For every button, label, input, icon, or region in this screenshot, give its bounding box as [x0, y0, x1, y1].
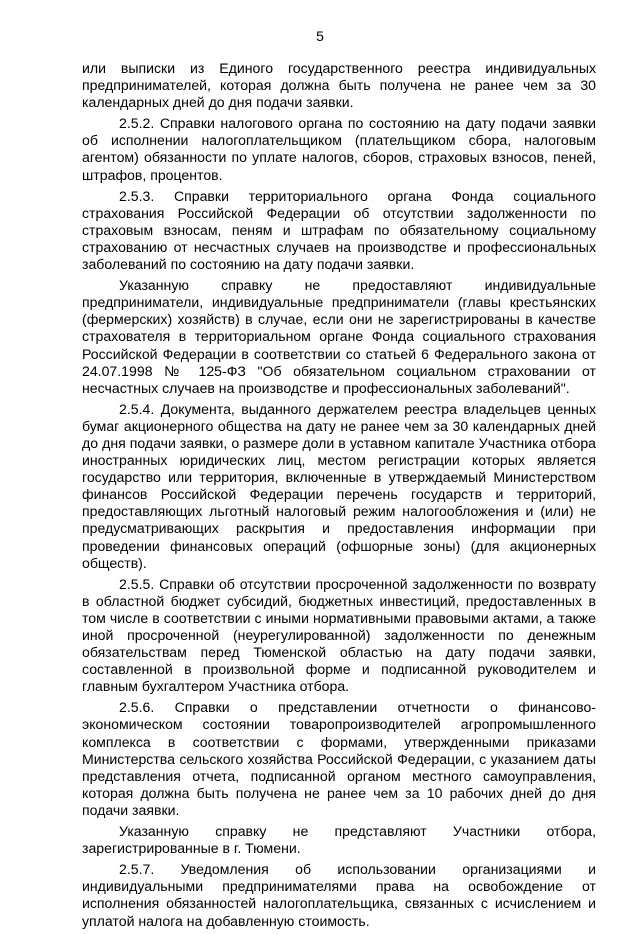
paragraph-extract-continuation: или выписки из Единого государственного реестра индивидуальных предпринимателей, которая должна быть получена не ранее чем за 30 календарных дней до дня подачи заявки.: [82, 60, 596, 111]
paragraph-2-5-7: 2.5.7. Уведомления об использовании организациями и индивидуальными предпринимателями права на освобождение от исполнения обязанностей налогоплательщика, связанных с исчислением и уплатой налога на добавленную стоимость.: [82, 861, 596, 929]
page-number: 5: [316, 28, 324, 44]
paragraph-2-5-3: 2.5.3. Справки территориального органа Фонда социального страхования Российской Федерации об отсутствии задолженности по страховым взносам, пеням и штрафам по обязательному социальному страхованию от несчастных случаев на производстве и профессиональных заболеваний по состоянию на дату подачи заявки.: [82, 187, 596, 273]
paragraph-2-5-5: 2.5.5. Справки об отсутствии просроченной задолженности по возврату в областной бюджет субсидий, бюджетных инвестиций, предоставленных в том числе в соответствии с иными нормативными правовыми актами, а также иной просроченной (неурегулированной) задолженности по денежным обязательствам перед Тюменской областью на дату подачи заявки, составленной в произвольной форме и подписанной руководителем и главным бухгалтером Участника отбора.: [82, 575, 596, 695]
document-body: [82, 60, 596, 934]
paragraph-2-5-3-note: Указанную справку не предоставляют индивидуальные предприниматели, индивидуальные предприниматели (главы крестьянских (фермерских) хозяйств) в случае, если они не зарегистрированы в качестве страхователя в территориальном органе Фонда социального страхования Российской Федерации в соответствии со статьей 6 Федерального закона от 24.07.1998 № 125-ФЗ "Об обязательном социальном страховании от несчастных случаев на производстве и профессиональных заболеваний".: [82, 277, 596, 396]
paragraph-2-5-6: 2.5.6. Справки о представлении отчетности о финансово-экономическом состоянии товаропроизводителей агропромышленного комплекса в соответствии с формами, утвержденными приказами Министерства сельского хозяйства Российской Федерации, с указанием даты представления отчета, подписанной органом местного самоуправления, которая должна быть получена не ранее чем за 10 рабочих дней до дня подачи заявки.: [82, 699, 596, 818]
paragraph-2-5-6-note: Указанную справку не представляют Участники отбора, зарегистрированные в г. Тюмени.: [82, 823, 596, 857]
paragraph-2-5-2: 2.5.2. Справки налогового органа по состоянию на дату подачи заявки об исполнении налогоплательщиком (плательщиком сбора, налоговым агентом) обязанности по уплате налогов, сборов, страховых взносов, пеней, штрафов, процентов.: [82, 115, 596, 183]
paragraph-2-5-4: 2.5.4. Документа, выданного держателем реестра владельцев ценных бумаг акционерного общества на дату не ранее чем за 30 календарных дней до дня подачи заявки, о размере доли в уставном капитале Участника отбора иностранных юридических лиц, местом регистрации которых является государство или территория, включенные в утверждаемый Министерством финансов Российской Федерации перечень государств и территорий, предоставляющих льготный налоговый режим налогообложения и (или) не предусматривающих раскрытия и предоставления информации при проведении финансовых операций (офшорные зоны) (для акционерных обществ).: [82, 400, 596, 571]
